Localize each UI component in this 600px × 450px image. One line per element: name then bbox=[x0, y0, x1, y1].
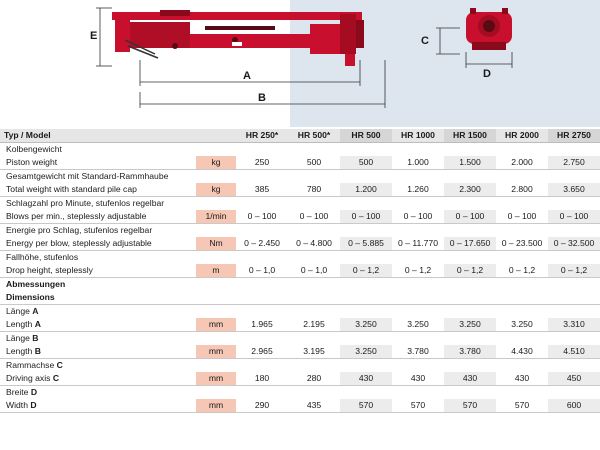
row-value: 0 – 100 bbox=[340, 210, 392, 224]
row-value: 0 – 100 bbox=[496, 210, 548, 224]
row-value: 0 – 100 bbox=[288, 210, 340, 224]
table-row bbox=[0, 237, 600, 251]
header-model: HR 2000 bbox=[496, 129, 548, 143]
row-value: 0 – 32.500 bbox=[548, 237, 600, 251]
row-value: 450 bbox=[548, 372, 600, 386]
row-value: 2.750 bbox=[548, 156, 600, 170]
row-value: 250 bbox=[236, 156, 288, 170]
row-value: 0 – 1,0 bbox=[236, 264, 288, 278]
row-value: 4.510 bbox=[548, 345, 600, 359]
dimension-letter: B bbox=[32, 333, 39, 343]
header-model: HR 2750 bbox=[548, 129, 600, 143]
row-value: 435 bbox=[288, 399, 340, 413]
row-value: 3.250 bbox=[392, 318, 444, 332]
row-label-en bbox=[0, 318, 196, 332]
row-value: 280 bbox=[288, 372, 340, 386]
header-model: HR 1000 bbox=[392, 129, 444, 143]
row-value: 1.200 bbox=[340, 183, 392, 197]
row-value: 780 bbox=[288, 183, 340, 197]
row-label-en bbox=[0, 372, 196, 386]
dimension-letter: C bbox=[52, 373, 60, 383]
row-unit: mm bbox=[196, 345, 236, 359]
row-label-de: Fallhöhe, stufenlos bbox=[6, 252, 79, 262]
dimension-letter: A bbox=[34, 319, 41, 329]
row-value: 570 bbox=[392, 399, 444, 413]
dimension-letter: B bbox=[34, 346, 41, 356]
row-value: 3.195 bbox=[288, 345, 340, 359]
dimension-letter: D bbox=[30, 400, 37, 410]
row-value: 2.800 bbox=[496, 183, 548, 197]
row-label-en-text: Driving axis bbox=[6, 373, 51, 383]
row-value: 570 bbox=[444, 399, 496, 413]
row-value: 0 – 1,2 bbox=[340, 264, 392, 278]
header-model: HR 500 bbox=[340, 129, 392, 143]
row-value: 570 bbox=[340, 399, 392, 413]
row-label-de: Gesamtgewicht mit Standard-Rammhaube bbox=[6, 171, 169, 181]
section-heading-en bbox=[0, 291, 600, 305]
row-value: 1.965 bbox=[236, 318, 288, 332]
row-label-en-text: Length bbox=[6, 319, 33, 329]
table-row bbox=[0, 345, 600, 359]
row-value: 0 – 100 bbox=[236, 210, 288, 224]
dimension-a-label: A bbox=[243, 70, 251, 82]
dimension-d-label: D bbox=[483, 68, 491, 80]
table-row bbox=[0, 399, 600, 413]
row-value: 2.300 bbox=[444, 183, 496, 197]
table-row bbox=[0, 318, 600, 332]
row-value: 385 bbox=[236, 183, 288, 197]
row-value: 0 – 1,2 bbox=[392, 264, 444, 278]
dimension-e bbox=[96, 8, 112, 66]
row-label-de: Schlagzahl pro Minute, stufenlos regelbar bbox=[6, 198, 165, 208]
table-row-label-de bbox=[0, 386, 600, 399]
table-row-label-de bbox=[0, 170, 600, 183]
row-label-en bbox=[0, 399, 196, 413]
header-type-model: Typ / Model bbox=[0, 129, 196, 143]
row-label-en bbox=[0, 345, 196, 359]
table-row-label-de bbox=[0, 143, 600, 156]
header-model: HR 250* bbox=[236, 129, 288, 143]
row-value: 180 bbox=[236, 372, 288, 386]
row-value: 0 – 1,2 bbox=[444, 264, 496, 278]
row-value: 0 – 5.885 bbox=[340, 237, 392, 251]
row-label-en: Blows per min., steplessly adjustable bbox=[0, 210, 196, 224]
row-value: 2.965 bbox=[236, 345, 288, 359]
table-row bbox=[0, 210, 600, 224]
row-unit: mm bbox=[196, 372, 236, 386]
row-label-en: Total weight with standard pile cap bbox=[0, 183, 196, 197]
front-view bbox=[466, 8, 512, 50]
row-value: 0 – 1,0 bbox=[288, 264, 340, 278]
row-value: 1.500 bbox=[444, 156, 496, 170]
table-row-label-de bbox=[0, 224, 600, 237]
row-label-en: Piston weight bbox=[0, 156, 196, 170]
row-value: 0 – 23.500 bbox=[496, 237, 548, 251]
row-label-de-text: Breite bbox=[6, 387, 29, 397]
row-label-en-text: Length bbox=[6, 346, 33, 356]
dimension-d bbox=[466, 52, 512, 68]
table-row bbox=[0, 264, 600, 278]
row-value: 3.250 bbox=[444, 318, 496, 332]
row-unit: mm bbox=[196, 399, 236, 413]
row-value: 430 bbox=[340, 372, 392, 386]
row-unit: mm bbox=[196, 318, 236, 332]
row-value: 500 bbox=[340, 156, 392, 170]
row-value: 0 – 11.770 bbox=[392, 237, 444, 251]
row-label-de-text: Rammachse bbox=[6, 360, 55, 370]
row-value: 430 bbox=[444, 372, 496, 386]
dimension-letter: C bbox=[56, 360, 63, 370]
row-value: 0 – 1,2 bbox=[548, 264, 600, 278]
dimension-c bbox=[436, 28, 460, 54]
row-value: 430 bbox=[496, 372, 548, 386]
dimension-c-label: C bbox=[421, 35, 429, 47]
row-label-en-text: Width bbox=[6, 400, 28, 410]
dimensions-heading-de: Abmessungen bbox=[6, 279, 66, 289]
table-row-label-de bbox=[0, 305, 600, 318]
row-label-de bbox=[0, 305, 600, 318]
row-label-de bbox=[0, 386, 600, 399]
header-model: HR 500* bbox=[288, 129, 340, 143]
row-value: 3.780 bbox=[392, 345, 444, 359]
header-model: HR 1500 bbox=[444, 129, 496, 143]
row-value: 0 – 100 bbox=[548, 210, 600, 224]
table-row-label-de bbox=[0, 251, 600, 264]
dimension-letter: A bbox=[32, 306, 39, 316]
row-label-de bbox=[0, 332, 600, 345]
table-row bbox=[0, 156, 600, 170]
row-value: 0 – 100 bbox=[444, 210, 496, 224]
row-value: 2.000 bbox=[496, 156, 548, 170]
row-value: 0 – 4.800 bbox=[288, 237, 340, 251]
row-label-de-text: Länge bbox=[6, 333, 30, 343]
row-value: 0 – 1,2 bbox=[496, 264, 548, 278]
row-value: 600 bbox=[548, 399, 600, 413]
technical-drawing bbox=[0, 0, 600, 127]
row-label-en: Drop height, steplessly bbox=[0, 264, 196, 278]
dimensions-heading-en: Dimensions bbox=[0, 291, 600, 305]
table-row-label-de bbox=[0, 359, 600, 372]
header-unit bbox=[196, 129, 236, 143]
row-unit: kg bbox=[196, 183, 236, 197]
row-unit: Nm bbox=[196, 237, 236, 251]
row-label-de-text: Länge bbox=[6, 306, 30, 316]
row-value: 3.250 bbox=[496, 318, 548, 332]
dimension-b-label: B bbox=[258, 92, 266, 104]
side-view bbox=[112, 10, 364, 66]
dimension-e-label: E bbox=[90, 30, 98, 42]
row-value: 1.000 bbox=[392, 156, 444, 170]
row-value: 290 bbox=[236, 399, 288, 413]
row-value: 3.780 bbox=[444, 345, 496, 359]
machine-drawing bbox=[0, 0, 600, 127]
row-label-de bbox=[0, 359, 600, 372]
dimension-letter: D bbox=[30, 387, 38, 397]
spec-table bbox=[0, 129, 600, 413]
table-row-label-de bbox=[0, 197, 600, 210]
row-value: 3.250 bbox=[340, 345, 392, 359]
row-value: 500 bbox=[288, 156, 340, 170]
section-heading-de bbox=[0, 278, 600, 291]
row-value: 3.650 bbox=[548, 183, 600, 197]
row-value: 1.260 bbox=[392, 183, 444, 197]
row-value: 430 bbox=[392, 372, 444, 386]
table-row bbox=[0, 372, 600, 386]
table-row bbox=[0, 183, 600, 197]
row-unit: 1/min bbox=[196, 210, 236, 224]
row-label-de: Kolbengewicht bbox=[6, 144, 62, 154]
row-value: 3.310 bbox=[548, 318, 600, 332]
row-unit: m bbox=[196, 264, 236, 278]
row-value: 0 – 100 bbox=[392, 210, 444, 224]
row-value: 4.430 bbox=[496, 345, 548, 359]
row-value: 3.250 bbox=[340, 318, 392, 332]
table-header-row bbox=[0, 129, 600, 143]
row-unit: kg bbox=[196, 156, 236, 170]
row-value: 570 bbox=[496, 399, 548, 413]
table-row-label-de bbox=[0, 332, 600, 345]
row-value: 0 – 17.650 bbox=[444, 237, 496, 251]
row-value: 2.195 bbox=[288, 318, 340, 332]
row-label-en: Energy per blow, steplessly adjustable bbox=[0, 237, 196, 251]
row-label-de: Energie pro Schlag, stufenlos regelbar bbox=[6, 225, 153, 235]
row-value: 0 – 2.450 bbox=[236, 237, 288, 251]
